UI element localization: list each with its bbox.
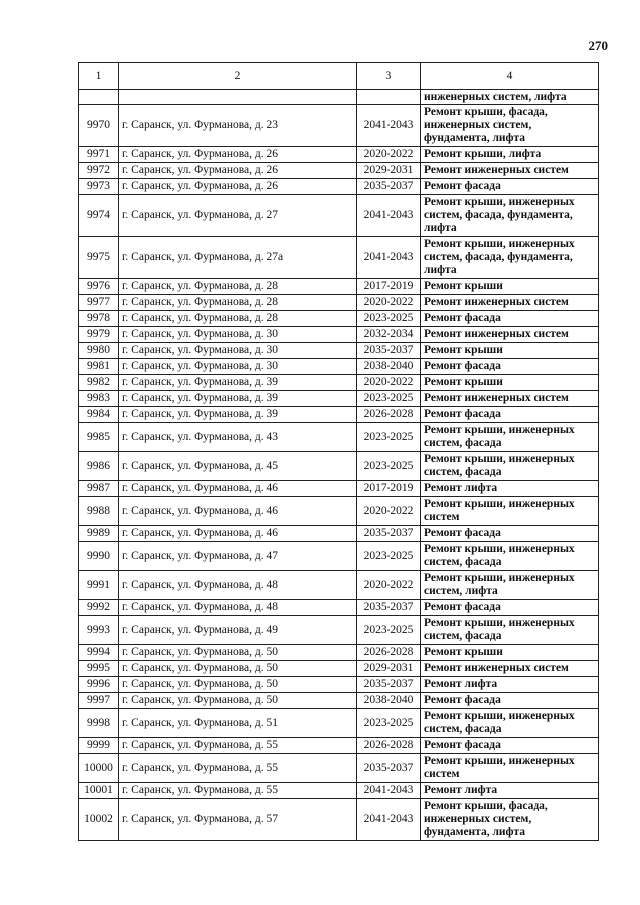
page-number: 270 [588, 38, 608, 53]
table-row [79, 542, 599, 571]
row-address: г. Саранск, ул. Фурманова, д. 46 [119, 526, 357, 542]
row-period: 2020-2022 [357, 375, 421, 391]
row-work-type: Ремонт крыши, инженерных систем, фасада [421, 423, 599, 452]
table-row [79, 481, 599, 497]
row-address: г. Саранск, ул. Фурманова, д. 30 [119, 343, 357, 359]
table-row [79, 195, 599, 237]
row-number: 9971 [79, 147, 119, 163]
row-number: 9975 [79, 237, 119, 279]
row-period: 2035-2037 [357, 526, 421, 542]
table-row [79, 677, 599, 693]
row-period: 2026-2028 [357, 407, 421, 423]
row-work-type: Ремонт инженерных систем [421, 391, 599, 407]
row-address: г. Саранск, ул. Фурманова, д. 30 [119, 359, 357, 375]
row-number: 9985 [79, 423, 119, 452]
table-row [79, 147, 599, 163]
row-work-type: Ремонт инженерных систем [421, 661, 599, 677]
table-row [79, 661, 599, 677]
row-number: 9995 [79, 661, 119, 677]
table-row [79, 105, 599, 147]
row-period: 2026-2028 [357, 738, 421, 754]
row-work-type: Ремонт фасада [421, 311, 599, 327]
row-work-type: Ремонт инженерных систем [421, 327, 599, 343]
row-work-type: Ремонт фасада [421, 600, 599, 616]
row-number: 9991 [79, 571, 119, 600]
row-number: 9994 [79, 645, 119, 661]
column-header-4: 4 [421, 63, 599, 90]
row-period: 2035-2037 [357, 179, 421, 195]
table-row [79, 783, 599, 799]
row-work-type: Ремонт лифта [421, 783, 599, 799]
row-work-type: Ремонт крыши [421, 279, 599, 295]
row-number: 10002 [79, 799, 119, 841]
row-period: 2032-2034 [357, 327, 421, 343]
row-number: 9976 [79, 279, 119, 295]
row-period: 2023-2025 [357, 709, 421, 738]
continuation-text: инженерных систем, лифта [421, 90, 599, 105]
row-work-type: Ремонт крыши [421, 645, 599, 661]
row-address: г. Саранск, ул. Фурманова, д. 45 [119, 452, 357, 481]
row-period: 2035-2037 [357, 343, 421, 359]
row-address: г. Саранск, ул. Фурманова, д. 55 [119, 754, 357, 783]
row-number: 9998 [79, 709, 119, 738]
row-address: г. Саранск, ул. Фурманова, д. 47 [119, 542, 357, 571]
row-address: г. Саранск, ул. Фурманова, д. 27а [119, 237, 357, 279]
row-work-type: Ремонт лифта [421, 677, 599, 693]
row-address: г. Саранск, ул. Фурманова, д. 27 [119, 195, 357, 237]
repair-schedule-table [78, 62, 599, 841]
row-number: 9974 [79, 195, 119, 237]
row-address: г. Саранск, ул. Фурманова, д. 51 [119, 709, 357, 738]
row-number: 9997 [79, 693, 119, 709]
row-work-type: Ремонт фасада [421, 738, 599, 754]
row-address: г. Саранск, ул. Фурманова, д. 46 [119, 481, 357, 497]
row-work-type: Ремонт крыши, инженерных систем, фасада [421, 452, 599, 481]
table-row [79, 179, 599, 195]
row-period: 2023-2025 [357, 391, 421, 407]
row-number: 9992 [79, 600, 119, 616]
table-row [79, 359, 599, 375]
table-row [79, 375, 599, 391]
table-row [79, 693, 599, 709]
row-address: г. Саранск, ул. Фурманова, д. 48 [119, 571, 357, 600]
row-number: 9970 [79, 105, 119, 147]
row-period: 2038-2040 [357, 359, 421, 375]
row-period: 2017-2019 [357, 481, 421, 497]
table-row [79, 295, 599, 311]
row-work-type: Ремонт крыши, инженерных систем, фасада, фундамента, лифта [421, 195, 599, 237]
row-address: г. Саранск, ул. Фурманова, д. 26 [119, 179, 357, 195]
row-period: 2020-2022 [357, 571, 421, 600]
row-address: г. Саранск, ул. Фурманова, д. 30 [119, 327, 357, 343]
row-period: 2038-2040 [357, 693, 421, 709]
table-row [79, 571, 599, 600]
row-address: г. Саранск, ул. Фурманова, д. 39 [119, 391, 357, 407]
row-address: г. Саранск, ул. Фурманова, д. 39 [119, 375, 357, 391]
table-row [79, 645, 599, 661]
row-address: г. Саранск, ул. Фурманова, д. 26 [119, 147, 357, 163]
row-work-type: Ремонт крыши, фасада, инженерных систем, фундамента, лифта [421, 799, 599, 841]
row-work-type: Ремонт крыши, инженерных систем, фасада [421, 709, 599, 738]
column-header-1: 1 [79, 63, 119, 90]
row-period: 2023-2025 [357, 423, 421, 452]
table-row [79, 616, 599, 645]
row-address: г. Саранск, ул. Фурманова, д. 49 [119, 616, 357, 645]
table-row [79, 709, 599, 738]
row-address: г. Саранск, ул. Фурманова, д. 28 [119, 279, 357, 295]
row-address: г. Саранск, ул. Фурманова, д. 57 [119, 799, 357, 841]
row-period: 2041-2043 [357, 195, 421, 237]
row-work-type: Ремонт фасада [421, 179, 599, 195]
row-number: 10001 [79, 783, 119, 799]
row-period: 2020-2022 [357, 497, 421, 526]
row-work-type: Ремонт крыши, лифта [421, 147, 599, 163]
row-period: 2020-2022 [357, 147, 421, 163]
row-number: 9980 [79, 343, 119, 359]
table-row [79, 738, 599, 754]
table-body [79, 63, 599, 841]
row-number: 9979 [79, 327, 119, 343]
row-period: 2035-2037 [357, 754, 421, 783]
row-period: 2041-2043 [357, 799, 421, 841]
row-number: 9993 [79, 616, 119, 645]
row-number: 9987 [79, 481, 119, 497]
row-work-type: Ремонт фасада [421, 526, 599, 542]
table-row [79, 452, 599, 481]
row-period: 2023-2025 [357, 452, 421, 481]
row-address: г. Саранск, ул. Фурманова, д. 28 [119, 295, 357, 311]
row-period: 2020-2022 [357, 295, 421, 311]
table-row [79, 391, 599, 407]
row-work-type: Ремонт фасада [421, 407, 599, 423]
row-address: г. Саранск, ул. Фурманова, д. 39 [119, 407, 357, 423]
row-address: г. Саранск, ул. Фурманова, д. 26 [119, 163, 357, 179]
row-period: 2017-2019 [357, 279, 421, 295]
row-address: г. Саранск, ул. Фурманова, д. 50 [119, 677, 357, 693]
row-address: г. Саранск, ул. Фурманова, д. 50 [119, 693, 357, 709]
row-address: г. Саранск, ул. Фурманова, д. 55 [119, 783, 357, 799]
row-number: 9988 [79, 497, 119, 526]
row-period: 2041-2043 [357, 237, 421, 279]
row-address: г. Саранск, ул. Фурманова, д. 50 [119, 645, 357, 661]
row-work-type: Ремонт крыши [421, 375, 599, 391]
row-address: г. Саранск, ул. Фурманова, д. 50 [119, 661, 357, 677]
table-row [79, 311, 599, 327]
row-period: 2035-2037 [357, 600, 421, 616]
row-work-type: Ремонт крыши, инженерных систем [421, 754, 599, 783]
row-address: г. Саранск, ул. Фурманова, д. 28 [119, 311, 357, 327]
table-row [79, 237, 599, 279]
row-period: 2023-2025 [357, 311, 421, 327]
row-address: г. Саранск, ул. Фурманова, д. 55 [119, 738, 357, 754]
table-row [79, 799, 599, 841]
row-number: 9989 [79, 526, 119, 542]
row-number: 9972 [79, 163, 119, 179]
row-work-type: Ремонт крыши [421, 343, 599, 359]
row-work-type: Ремонт крыши, фасада, инженерных систем, фундамента, лифта [421, 105, 599, 147]
row-number: 9996 [79, 677, 119, 693]
table-row [79, 423, 599, 452]
row-address: г. Саранск, ул. Фурманова, д. 46 [119, 497, 357, 526]
row-number: 9990 [79, 542, 119, 571]
row-address: г. Саранск, ул. Фурманова, д. 23 [119, 105, 357, 147]
row-work-type: Ремонт инженерных систем [421, 295, 599, 311]
row-number: 9973 [79, 179, 119, 195]
row-work-type: Ремонт фасада [421, 693, 599, 709]
row-number: 9977 [79, 295, 119, 311]
row-period: 2041-2043 [357, 105, 421, 147]
row-number: 9984 [79, 407, 119, 423]
row-address: г. Саранск, ул. Фурманова, д. 48 [119, 600, 357, 616]
row-period: 2035-2037 [357, 677, 421, 693]
row-number: 9983 [79, 391, 119, 407]
row-work-type: Ремонт крыши, инженерных систем, фасада [421, 542, 599, 571]
row-period: 2041-2043 [357, 783, 421, 799]
row-number: 9981 [79, 359, 119, 375]
column-header-3: 3 [357, 63, 421, 90]
row-work-type: Ремонт крыши, инженерных систем, фасада, фундамента, лифта [421, 237, 599, 279]
row-period: 2023-2025 [357, 616, 421, 645]
table-row [79, 526, 599, 542]
continuation-row [79, 90, 599, 105]
row-number: 9999 [79, 738, 119, 754]
row-work-type: Ремонт крыши, инженерных систем, фасада [421, 616, 599, 645]
row-period: 2029-2031 [357, 163, 421, 179]
column-header-2: 2 [119, 63, 357, 90]
row-period: 2029-2031 [357, 661, 421, 677]
table-row [79, 600, 599, 616]
row-period: 2026-2028 [357, 645, 421, 661]
table-row [79, 407, 599, 423]
row-work-type: Ремонт лифта [421, 481, 599, 497]
table-row [79, 327, 599, 343]
row-work-type: Ремонт крыши, инженерных систем [421, 497, 599, 526]
table-row [79, 163, 599, 179]
table-row [79, 279, 599, 295]
table-row [79, 343, 599, 359]
row-number: 9982 [79, 375, 119, 391]
row-number: 9978 [79, 311, 119, 327]
row-period: 2023-2025 [357, 542, 421, 571]
row-work-type: Ремонт фасада [421, 359, 599, 375]
row-address: г. Саранск, ул. Фурманова, д. 43 [119, 423, 357, 452]
table-header-row [79, 63, 599, 90]
table-row [79, 754, 599, 783]
table-row [79, 497, 599, 526]
row-work-type: Ремонт крыши, инженерных систем, лифта [421, 571, 599, 600]
row-work-type: Ремонт инженерных систем [421, 163, 599, 179]
row-number: 10000 [79, 754, 119, 783]
row-number: 9986 [79, 452, 119, 481]
